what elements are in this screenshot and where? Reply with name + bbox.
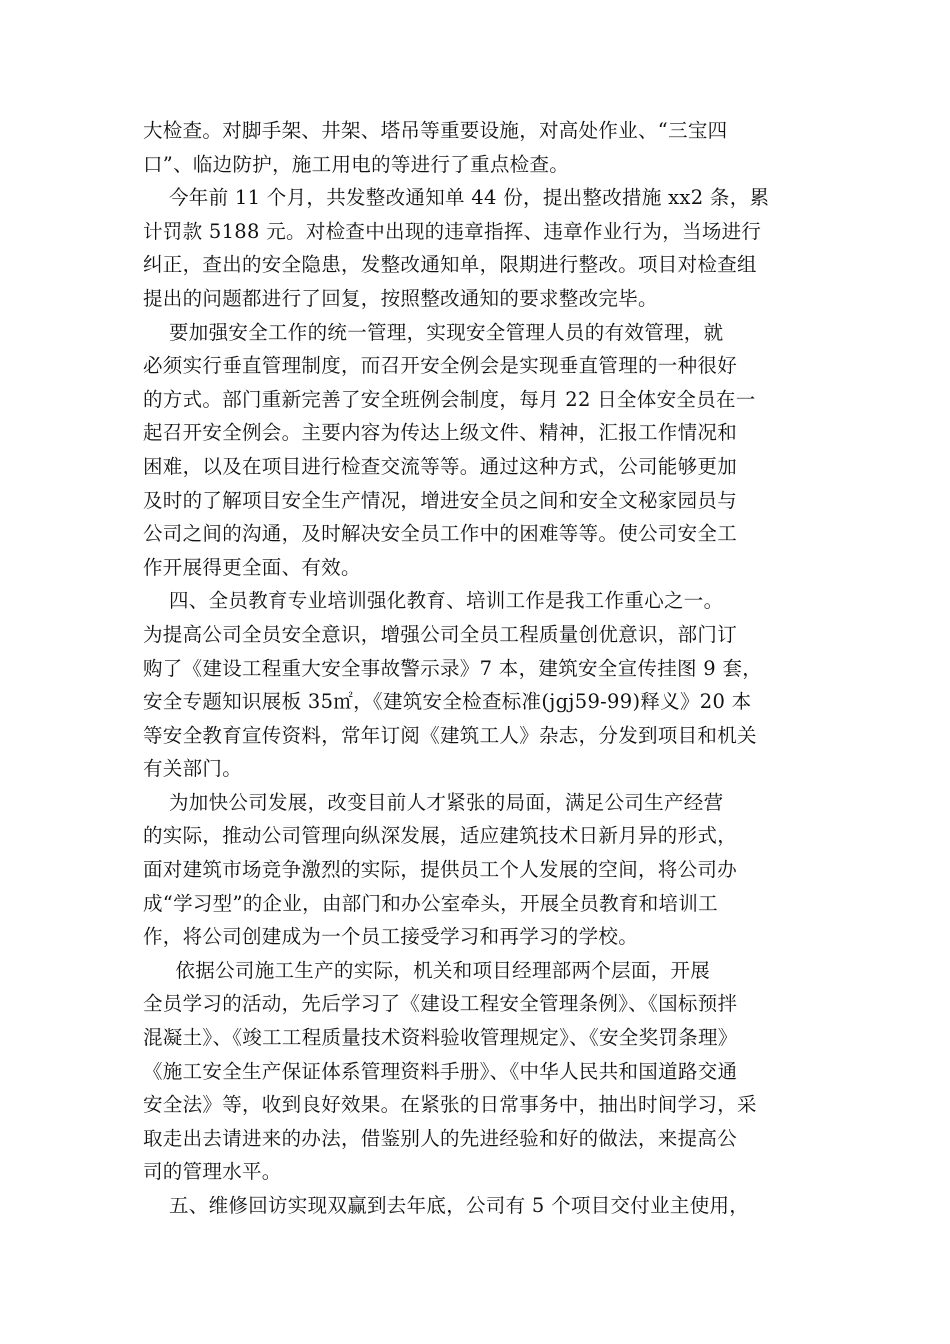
- text-line: 全员学习的活动，先后学习了《建设工程安全管理条例》、《国标预拌: [143, 992, 738, 1016]
- paragraph-learning-organization: [143, 786, 809, 954]
- text-line: 纠正，查出的安全隐患，发整改通知单，限期进行整改。项目对检查组: [143, 253, 757, 277]
- paragraph-safety-meetings: [143, 316, 809, 585]
- text-line: 为提高公司全员安全意识，增强公司全员工程质量创优意识，部门订: [143, 622, 738, 646]
- text-line: 安全法》等，收到良好效果。在紧张的日常事务中，抽出时间学习，采: [143, 1093, 757, 1117]
- text-line: 的方式。部门重新完善了安全班例会制度，每月 22 日全体安全员在一: [143, 387, 756, 411]
- text-line: 公司之间的沟通，及时解决安全员工作中的困难等等。使公司安全工: [143, 522, 738, 546]
- text-line: 计罚款 5188 元。对检查中出现的违章指挥、违章作业行为，当场进行: [143, 219, 762, 243]
- text-line: 混凝土》、《竣工工程质量技术资料验收管理规定》、《安全奖罚条理》: [143, 1026, 738, 1050]
- text-line: 为加快公司发展，改变目前人才紧张的局面，满足公司生产经营: [143, 790, 724, 814]
- text-line: 困难，以及在项目进行检查交流等等。通过这种方式，公司能够更加: [143, 454, 738, 478]
- text-line: 等安全教育宣传资料，常年订阅《建筑工人》杂志，分发到项目和机关: [143, 723, 757, 747]
- text-line: 安全专题知识展板 35㎡，《建筑安全检查标准(jgj59-99)释义》20 本: [143, 690, 752, 714]
- text-line: 必须实行垂直管理制度，而召开安全例会是实现垂直管理的一种很好: [143, 354, 738, 378]
- text-line: 口”、临边防护，施工用电的等进行了重点检查。: [143, 152, 570, 176]
- text-line: 要加强安全工作的统一管理，实现安全管理人员的有效管理，就: [143, 320, 724, 344]
- text-line: 四、全员教育专业培训强化教育、培训工作是我工作重心之一。: [143, 589, 724, 613]
- text-line: 提出的问题都进行了回复，按照整改通知的要求整改完毕。: [143, 286, 658, 310]
- text-line: 及时的了解项目安全生产情况，增进安全员之间和安全文秘家园员与: [143, 488, 738, 512]
- paragraph-maintenance-visits: [143, 1189, 809, 1223]
- paragraph-inspection-focus: [143, 114, 809, 181]
- text-line: 《施工安全生产保证体系管理资料手册》、《中华人民共和国道路交通: [143, 1059, 738, 1083]
- text-line: 成“学习型”的企业，由部门和办公室牵头，开展全员教育和培训工: [143, 891, 718, 915]
- text-line: 面对建筑市场竞争激烈的实际，提供员工个人发展的空间，将公司办: [143, 858, 738, 882]
- text-line: 有关部门。: [143, 757, 243, 781]
- document-body: [143, 114, 809, 1223]
- paragraph-training-materials: [143, 584, 809, 786]
- text-line: 司的管理水平。: [143, 1160, 282, 1184]
- text-line: 今年前 11 个月，共发整改通知单 44 份，提出整改措施 xx2 条，累: [143, 186, 770, 210]
- text-line: 的实际，推动公司管理向纵深发展，适应建筑技术日新月异的形式，: [143, 824, 738, 848]
- text-line: 依据公司施工生产的实际，机关和项目经理部两个层面，开展: [143, 958, 711, 982]
- text-line: 作，将公司创建成为一个员工接受学习和再学习的学校。: [143, 925, 639, 949]
- text-line: 五、维修回访实现双赢到去年底，公司有 5 个项目交付业主使用，: [143, 1194, 750, 1217]
- text-line: 取走出去请进来的办法，借鉴别人的先进经验和好的做法，来提高公: [143, 1126, 738, 1150]
- text-line: 作开展得更全面、有效。: [143, 555, 361, 579]
- text-line: 起召开安全例会。主要内容为传达上级文件、精神，汇报工作情况和: [143, 421, 738, 445]
- text-line: 购了《建设工程重大安全事故警示录》7 本，建筑安全宣传挂图 9 套，: [143, 656, 763, 680]
- paragraph-staff-study: [143, 954, 809, 1189]
- paragraph-rectification-notices: [143, 181, 809, 315]
- text-line: 大检查。对脚手架、井架、塔吊等重要设施，对高处作业、“三宝四: [143, 119, 728, 142]
